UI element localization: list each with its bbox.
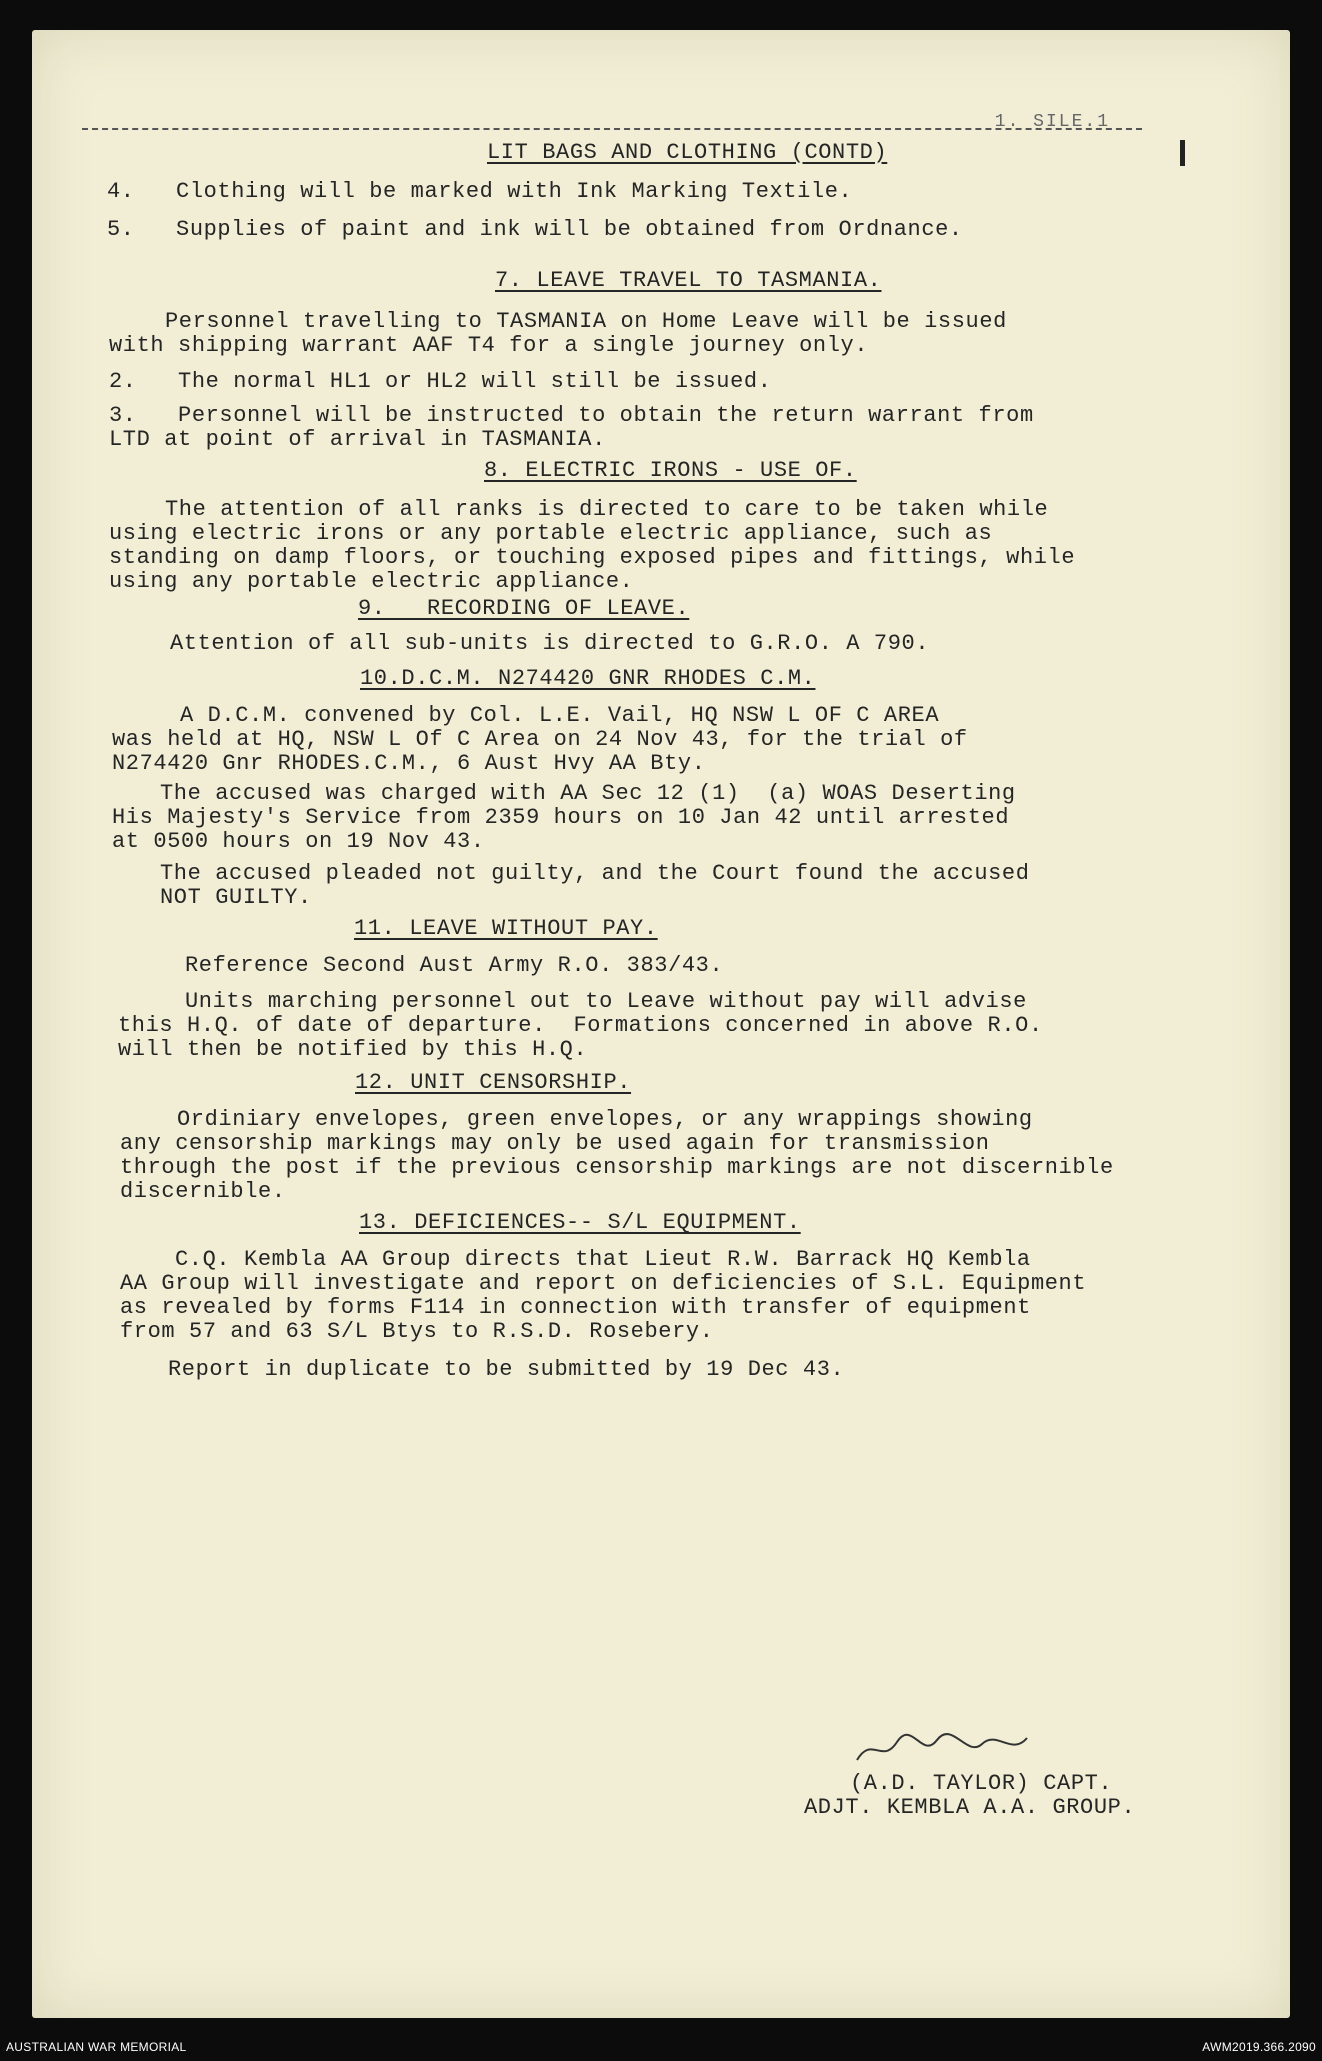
heading-recording-of-leave: 9. RECORDING OF LEAVE. xyxy=(358,596,690,621)
leave-travel-item-3-line-1: 3. Personnel will be instructed to obtain the return warrant from xyxy=(109,403,1034,428)
dcm-para-1-line-1: A D.C.M. convened by Col. L.E. Vail, HQ NSW L OF C AREA xyxy=(180,703,940,728)
kit-item-4: 4. Clothing will be marked with Ink Marking Textile. xyxy=(107,179,853,204)
dcm-para-2-line-3: at 0500 hours on 19 Nov 43. xyxy=(112,829,485,854)
recording-of-leave-line: Attention of all sub-units is directed to G.R.O. A 790. xyxy=(170,631,930,656)
deficiencies-line-1: C.Q. Kembla AA Group directs that Lieut R.W. Barrack HQ Kembla xyxy=(175,1247,1031,1272)
unit-censorship-line-4: discernible. xyxy=(120,1179,286,1204)
dcm-para-1-line-2: was held at HQ, NSW L Of C Area on 24 Nov 43, for the trial of xyxy=(112,727,968,752)
deficiencies-line-2: AA Group will investigate and report on deficiencies of S.L. Equipment xyxy=(120,1271,1087,1296)
electric-irons-line-4: using any portable electric appliance. xyxy=(109,569,634,594)
unit-censorship-line-1: Ordiniary envelopes, green envelopes, or any wrappings showing xyxy=(177,1107,1033,1132)
leave-travel-line-2: with shipping warrant AAF T4 for a single journey only. xyxy=(109,333,869,358)
top-dashed-rule xyxy=(82,128,1142,130)
dcm-para-1-line-3: N274420 Gnr RHODES.C.M., 6 Aust Hvy AA Bty. xyxy=(112,751,706,776)
heading-dcm: 10.D.C.M. N274420 GNR RHODES C.M. xyxy=(360,666,816,691)
heading-deficiencies: 13. DEFICIENCES-- S/L EQUIPMENT. xyxy=(359,1210,801,1235)
deficiencies-line-3: as revealed by forms F114 in connection with transfer of equipment xyxy=(120,1295,1031,1320)
leave-without-pay-line-1: Units marching personnel out to Leave without pay will advise xyxy=(185,989,1027,1014)
leave-travel-line-1: Personnel travelling to TASMANIA on Home Leave will be issued xyxy=(165,309,1007,334)
deficiencies-line-4: from 57 and 63 S/L Btys to R.S.D. Rosebery. xyxy=(120,1319,714,1344)
leave-travel-item-2: 2. The normal HL1 or HL2 will still be issued. xyxy=(109,369,772,394)
heading-electric-irons: 8. ELECTRIC IRONS - USE OF. xyxy=(484,458,857,483)
handwritten-signature xyxy=(852,1730,1032,1770)
leave-without-pay-line-2: this H.Q. of date of departure. Formations concerned in above R.O. xyxy=(118,1013,1043,1038)
heading-kit-bags: LIT BAGS AND CLOTHING (CONTD) xyxy=(487,140,888,165)
dcm-para-3-line-2: NOT GUILTY. xyxy=(160,885,312,910)
signatory-title: ADJT. KEMBLA A.A. GROUP. xyxy=(804,1795,1136,1820)
corner-mark: 1. SILE.1 xyxy=(994,112,1110,132)
dcm-para-2-line-1: The accused was charged with AA Sec 12 (1) (a) WOAS Deserting xyxy=(160,781,1016,806)
kit-item-5: 5. Supplies of paint and ink will be obtained from Ordnance. xyxy=(107,217,963,242)
leave-travel-item-3-line-2: LTD at point of arrival in TASMANIA. xyxy=(109,427,606,452)
deficiencies-report-date: Report in duplicate to be submitted by 19 Dec 43. xyxy=(168,1357,845,1382)
document-page xyxy=(32,30,1290,2018)
signatory-name: (A.D. TAYLOR) CAPT. xyxy=(850,1771,1113,1796)
unit-censorship-line-3: through the post if the previous censorship markings are not discernible xyxy=(120,1155,1114,1180)
electric-irons-line-2: using electric irons or any portable electric appliance, such as xyxy=(109,521,993,546)
unit-censorship-line-2: any censorship markings may only be used again for transmission xyxy=(120,1131,990,1156)
dcm-para-3-line-1: The accused pleaded not guilty, and the Court found the accused xyxy=(160,861,1030,886)
dcm-para-2-line-2: His Majesty's Service from 2359 hours on 10 Jan 42 until arrested xyxy=(112,805,1010,830)
footer-institution: AUSTRALIAN WAR MEMORIAL xyxy=(6,2040,187,2054)
leave-without-pay-reference: Reference Second Aust Army R.O. 383/43. xyxy=(185,953,724,978)
heading-unit-censorship: 12. UNIT CENSORSHIP. xyxy=(355,1070,632,1095)
page-tick-mark xyxy=(1180,140,1185,166)
heading-leave-travel: 7. LEAVE TRAVEL TO TASMANIA. xyxy=(495,268,882,293)
heading-leave-without-pay: 11. LEAVE WITHOUT PAY. xyxy=(354,916,658,941)
leave-without-pay-line-3: will then be notified by this H.Q. xyxy=(118,1037,588,1062)
electric-irons-line-3: standing on damp floors, or touching exposed pipes and fittings, while xyxy=(109,545,1076,570)
footer-accession-number: AWM2019.366.2090 xyxy=(1202,2040,1316,2054)
electric-irons-line-1: The attention of all ranks is directed to care to be taken while xyxy=(165,497,1049,522)
